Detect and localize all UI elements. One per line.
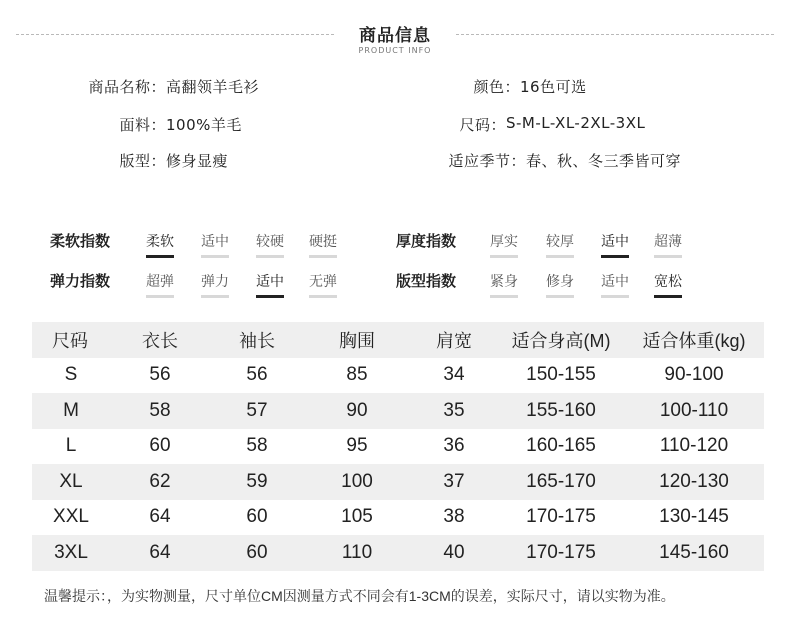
size-table (32, 322, 764, 571)
table-cell: 95 (346, 435, 368, 457)
table-cell: 170-175 (526, 506, 596, 528)
table-header-row (32, 322, 764, 358)
size-label: 尺码： (459, 116, 506, 134)
column-header: 袖长 (239, 330, 275, 351)
section-title: 商品信息 (359, 26, 431, 46)
product-name-label: 商品名称： (88, 78, 166, 96)
table-cell: 90 (346, 399, 368, 421)
table-cell: 36 (443, 435, 465, 457)
table-row (32, 358, 764, 394)
table-cell: 38 (443, 506, 465, 528)
table-cell: 58 (246, 435, 268, 457)
elasticity-option: 无弹 (309, 271, 337, 298)
table-row (32, 429, 764, 465)
table-row (32, 500, 764, 536)
table-cell: M (63, 399, 79, 421)
fit-option: 修身 (546, 271, 574, 298)
table-row (32, 535, 764, 571)
elasticity-option: 适中 (256, 271, 284, 298)
elasticity-option: 弹力 (201, 271, 229, 298)
column-header: 尺码 (52, 330, 88, 351)
table-cell: 37 (443, 470, 465, 492)
size-value: S-M-L-XL-2XL-3XL (506, 114, 646, 132)
table-cell: 64 (149, 506, 171, 528)
table-cell: 35 (443, 399, 465, 421)
softness-index-label: 柔软指数 (50, 232, 111, 250)
table-cell: 150-155 (526, 364, 596, 386)
table-cell: XXL (53, 506, 89, 528)
elasticity-index-label: 弹力指数 (50, 272, 111, 290)
softness-option: 硬挺 (309, 231, 337, 258)
table-cell: 120-130 (659, 470, 729, 492)
table-cell: 58 (149, 399, 171, 421)
table-cell: 56 (149, 364, 171, 386)
fit-label: 版型： (119, 152, 166, 170)
softness-option: 较硬 (256, 231, 284, 258)
elasticity-option: 超弹 (146, 271, 174, 298)
fit-option: 适中 (601, 271, 629, 298)
table-cell: 100-110 (659, 399, 729, 421)
fit-index-label: 版型指数 (396, 272, 457, 290)
table-cell: 165-170 (526, 470, 596, 492)
fit-value: 修身显瘦 (166, 152, 229, 170)
table-cell: 170-175 (526, 541, 596, 563)
table-cell: 60 (149, 435, 171, 457)
column-header: 衣长 (142, 330, 178, 351)
season-value: 春、秋、冬三季皆可穿 (526, 152, 682, 170)
season-label: 适应季节： (448, 152, 526, 170)
table-cell: XL (59, 470, 83, 492)
table-cell: L (65, 435, 77, 457)
column-header: 适合身高(M) (511, 330, 611, 351)
thickness-option: 超薄 (654, 231, 682, 258)
table-cell: 110-120 (659, 435, 729, 457)
table-cell: 64 (149, 541, 171, 563)
table-cell: 85 (346, 364, 368, 386)
column-header: 肩宽 (436, 330, 472, 351)
table-cell: 110 (341, 541, 373, 563)
table-cell: 60 (246, 541, 268, 563)
product-name-value: 高翻领羊毛衫 (166, 78, 260, 96)
fabric-value: 100%羊毛 (166, 116, 242, 134)
table-cell: 160-165 (526, 435, 596, 457)
softness-option: 柔软 (146, 231, 174, 258)
fabric-label: 面料： (119, 116, 166, 134)
table-cell: 90-100 (664, 364, 724, 386)
table-cell: 100 (341, 470, 373, 492)
color-label: 颜色： (473, 78, 520, 96)
column-header: 胸围 (339, 330, 375, 351)
table-cell: 34 (443, 364, 465, 386)
tip-note: 温馨提示：，为实物测量，尺寸单位CM因测量方式不同会有1-3CM的误差，实际尺寸，请以实物为准。 (44, 588, 675, 604)
table-cell: 40 (443, 541, 465, 563)
fit-option: 紧身 (490, 271, 518, 298)
table-cell: 57 (246, 399, 268, 421)
thickness-option: 适中 (601, 231, 629, 258)
table-cell: 59 (246, 470, 268, 492)
thickness-option: 较厚 (546, 231, 574, 258)
table-cell: 62 (149, 470, 171, 492)
softness-option: 适中 (201, 231, 229, 258)
table-cell: 155-160 (526, 399, 596, 421)
table-cell: 60 (246, 506, 268, 528)
thickness-option: 厚实 (490, 231, 518, 258)
table-row (32, 464, 764, 500)
table-cell: 130-145 (659, 506, 729, 528)
table-cell: 3XL (54, 541, 88, 563)
column-header: 适合体重(kg) (642, 330, 746, 351)
color-value: 16色可选 (520, 78, 587, 96)
table-row (32, 393, 764, 429)
thickness-index-label: 厚度指数 (396, 232, 457, 250)
table-cell: 56 (246, 364, 268, 386)
section-subtitle: PRODUCT INFO (358, 46, 432, 55)
fit-option: 宽松 (654, 271, 682, 298)
table-cell: 145-160 (659, 541, 729, 563)
table-cell: S (64, 364, 78, 386)
table-cell: 105 (341, 506, 373, 528)
